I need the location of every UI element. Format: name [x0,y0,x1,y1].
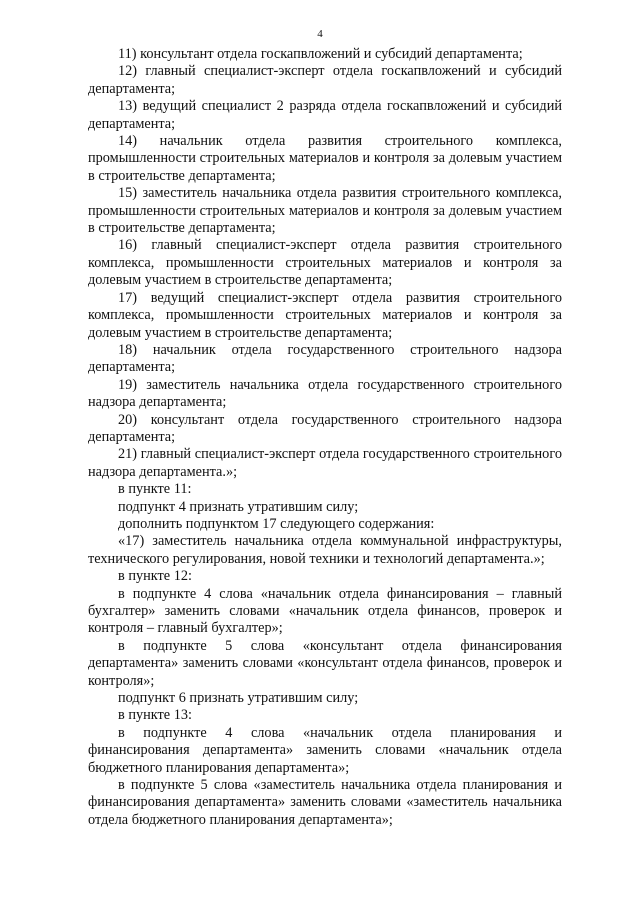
paragraph: 17) ведущий специалист-эксперт отдела развития строительного комплекса, промышленности строительных материалов и контроля за долевым участием в строительстве департамента; [88,289,562,341]
paragraph: 19) заместитель начальника отдела государственного строительного надзора департамента; [88,376,562,411]
page-number: 4 [317,28,323,40]
paragraph: 21) главный специалист-эксперт отдела государственного строительного надзора департамента.»; [88,446,562,480]
paragraph: 14) начальник отдела развития строительного комплекса, промышленности строительных материалов и контроля за долевым участием в строительстве департамента; [88,133,562,184]
paragraph: в подпункте 4 слова «начальник отдела финансирования – главный бухгалтер» заменить словами «начальник отдела финансов, проверок и контроля – главный бухгалтер»; [88,585,562,637]
paragraph: 20) консультант отдела государственного строительного надзора департамента; [88,411,562,445]
paragraph: 18) начальник отдела государственного строительного надзора департамента; [88,341,562,376]
paragraph: в подпункте 5 слова «консультант отдела финансирования департамента» заменить словами «консультант отдела финансов, проверок и контроля»; [88,637,562,689]
paragraph: 12) главный специалист-эксперт отдела госкапвложений и субсидий департамента; [88,63,562,97]
paragraph: подпункт 6 признать утратившим силу; [118,690,359,707]
paragraph: дополнить подпунктом 17 следующего содержания: [118,515,435,532]
paragraph: 13) ведущий специалист 2 разряда отдела госкапвложений и субсидий департамента; [88,98,562,132]
paragraph: в пункте 11: [118,481,192,498]
paragraph: в подпункте 4 слова «начальник отдела планирования и финансирования департамента» заменить словами «начальник отдела бюджетного планирования департамента»; [88,724,562,776]
paragraph: 16) главный специалист-эксперт отдела развития строительного комплекса, промышленности строительных материалов и контроля за долевым участием в строительстве департамента; [88,237,562,289]
document-body [88,46,562,829]
paragraph: в подпункте 5 слова «заместитель начальника отдела планирования и финансирования департамента» заменить словами «заместитель начальника отдела бюджетного планирования департамента»; [88,777,562,828]
paragraph: «17) заместитель начальника отдела коммунальной инфраструктуры, технического регулирования, новой техники и технологий департамента.»; [88,533,562,567]
paragraph: в пункте 12: [118,568,192,585]
paragraph: 15) заместитель начальника отдела развития строительного комплекса, промышленности строительных материалов и контроля за долевым участием в строительстве департамента; [88,185,562,237]
paragraph: 11) консультант отдела госкапвложений и субсидий департамента; [118,46,523,62]
paragraph: подпункт 4 признать утратившим силу; [118,498,359,515]
paragraph: в пункте 13: [118,707,192,724]
